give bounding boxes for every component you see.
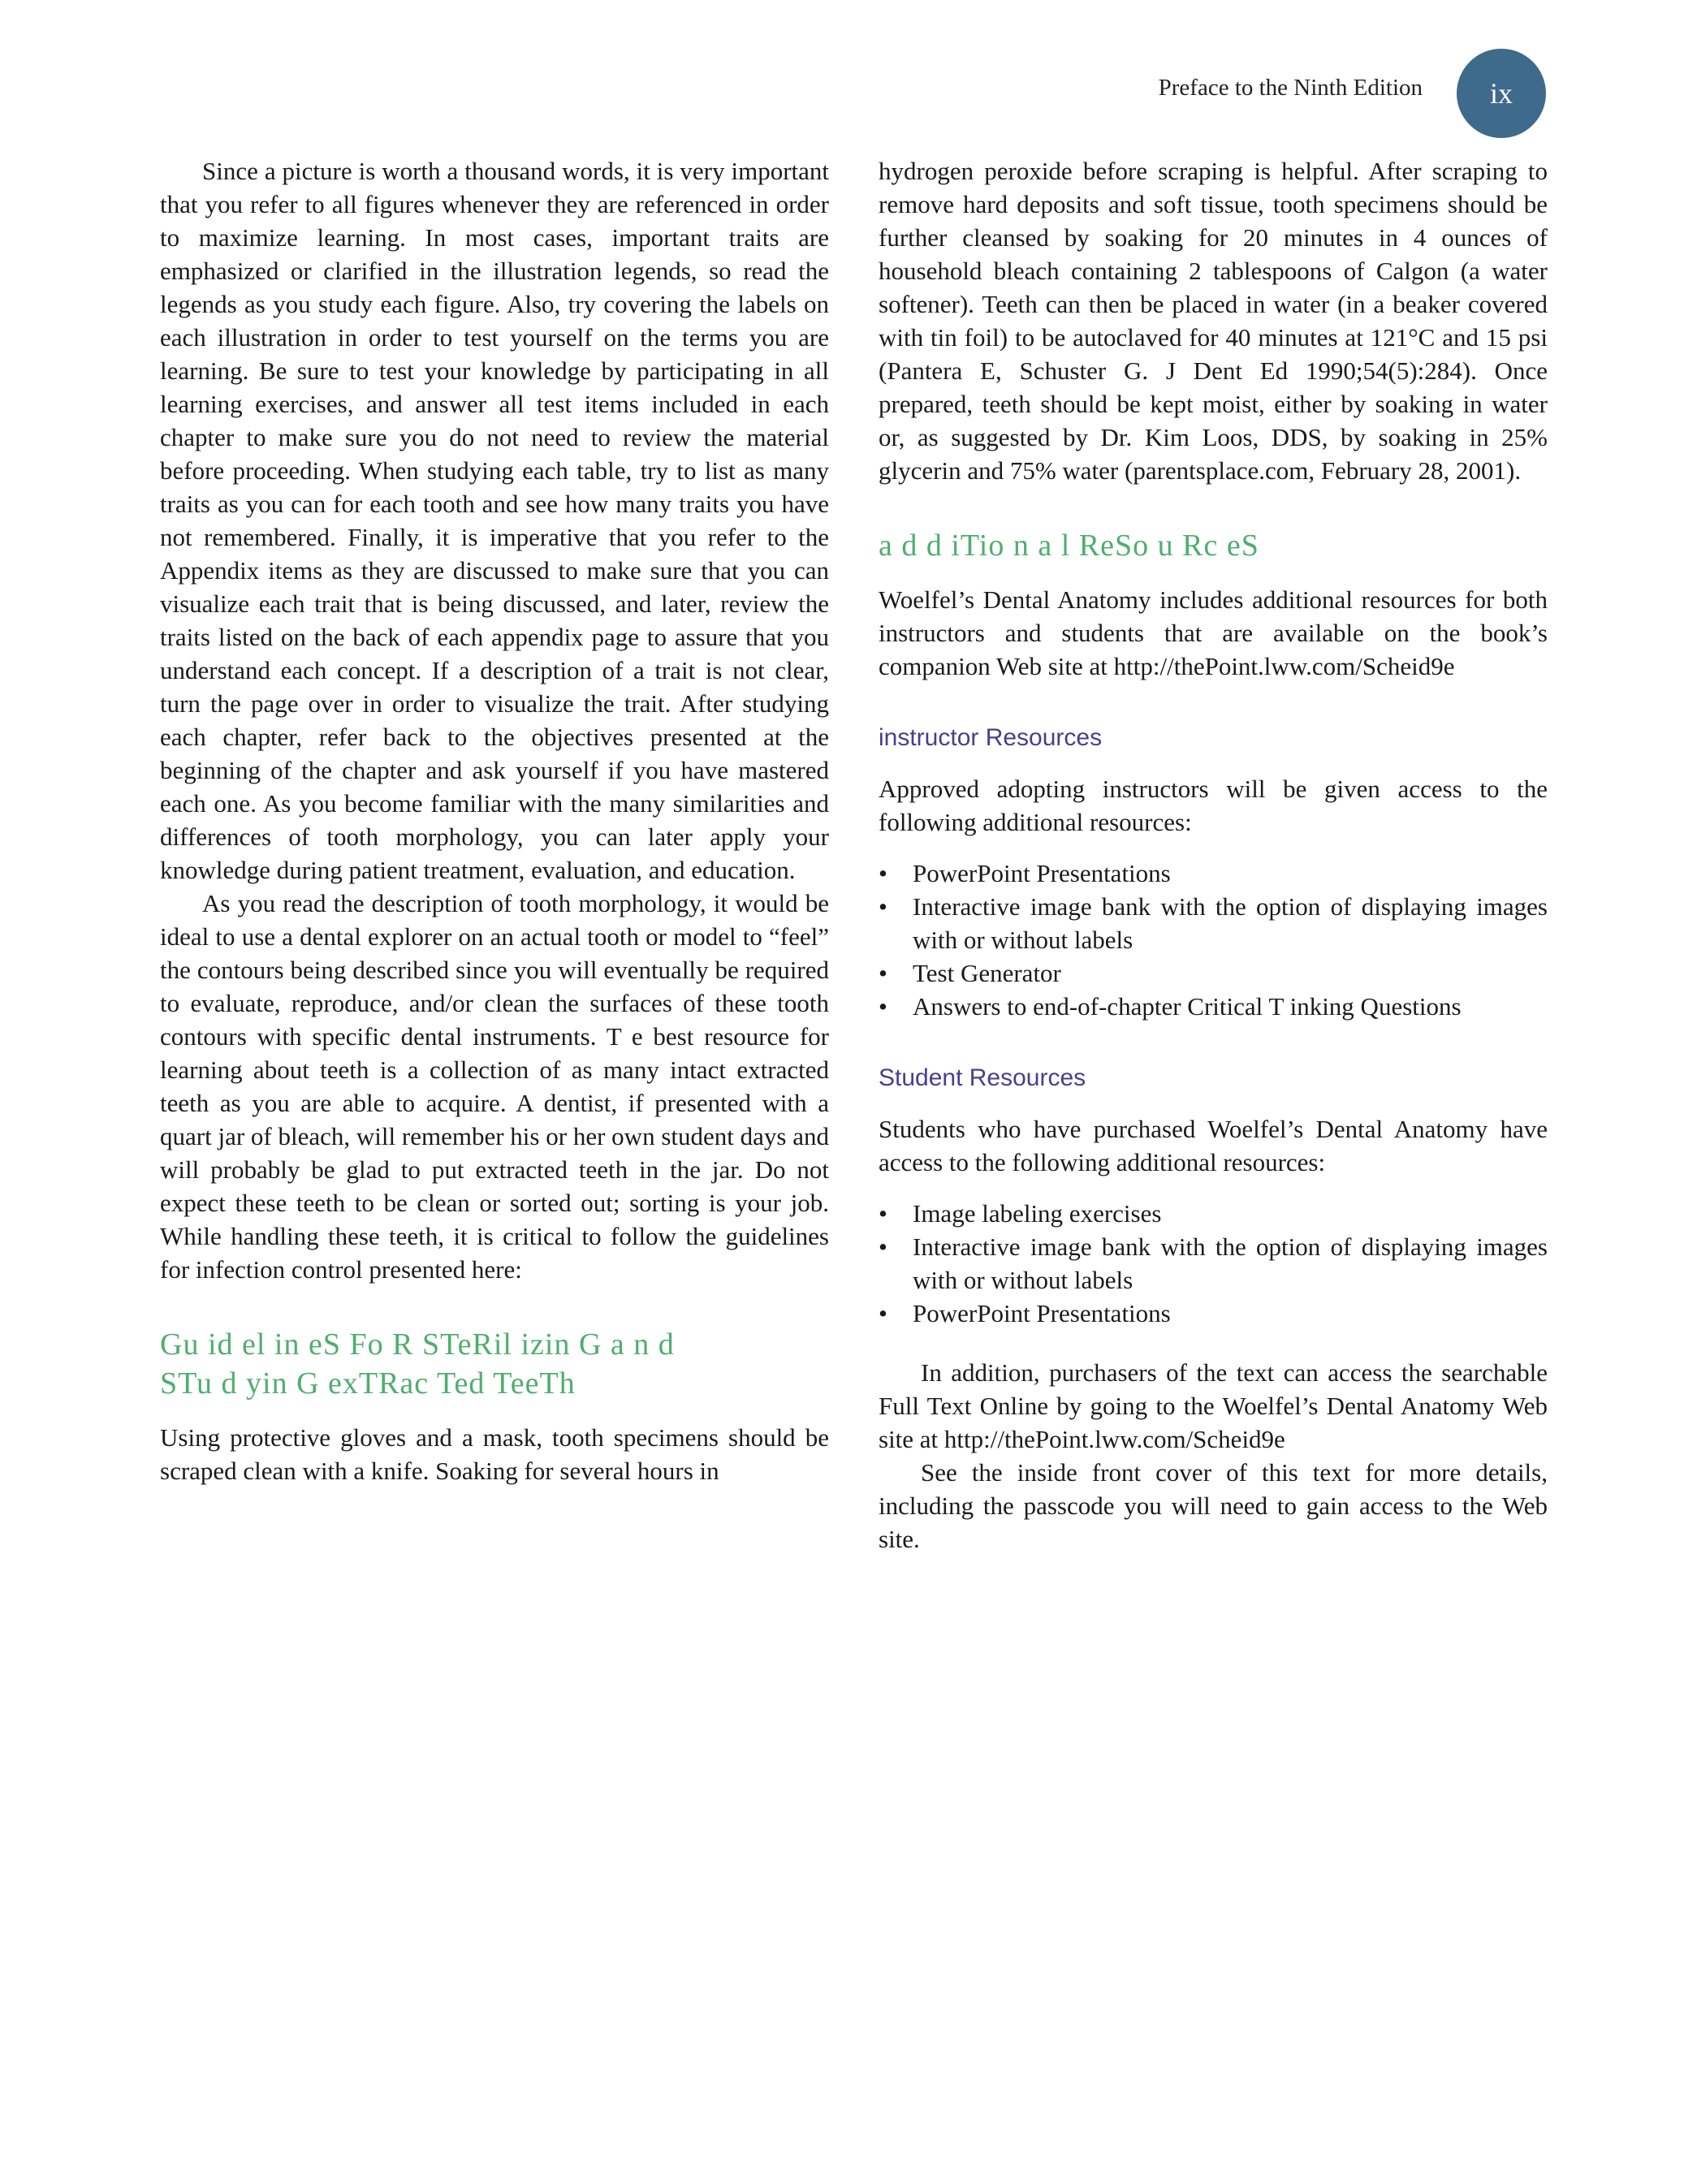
body-paragraph: hydrogen peroxide before scraping is helpful. After scraping to remove hard deposits and soft tissue, tooth specimens should be further cleansed by soaking for 20 minutes in 4 ounces of household bleach containing 2 tablespoons of Calgon (a water softener). Teeth can then be placed in water (in a beaker covered with tin foil) to be autoclaved for 40 minutes at 121°C and 15 psi (Pantera E, Schuster G. J Dent Ed 1990;54(5):284). Once prepared, teeth should be kept moist, either by soaking in water or, as suggested by Dr. Kim Loos, DDS, by soaking in 25% glycerin and 75% water (parentsplace.com, February 28, 2001). <box>879 157 1548 485</box>
bullet: • <box>879 859 887 887</box>
bullet: • <box>879 1199 887 1228</box>
body-paragraph: Woelfel’s Dental Anatomy includes additional resources for both instructors and students that are available on the book’s companion Web site at http://thePoint.lww.com/Scheid9e <box>879 585 1548 680</box>
instructor-resource-list <box>879 857 1548 1023</box>
bullet: • <box>879 1299 887 1327</box>
list-item: • Interactive image bank with the option of displaying images with or without labels <box>879 890 1548 956</box>
section-heading-sterilizing <box>160 1325 829 1403</box>
right-column <box>879 154 1548 1556</box>
body-paragraph: Approved adopting instructors will be given access to the following additional resources: <box>879 775 1548 836</box>
body-paragraph: As you read the description of tooth morphology, it would be ideal to use a dental explorer on an actual tooth or model to “feel” the contours being described since you will eventually be required to evaluate, reproduce, and/or clean the surfaces of these tooth contours with specific dental instruments. T e best resource for learning about teeth is a collection of as many intact extracted teeth as you are able to acquire. A dentist, if presented with a quart jar of bleach, will remember his or her own student days and will probably be glad to put extracted teeth in the jar. Do not expect these teeth to be clean or sorted out; sorting is your job. While handling these teeth, it is critical to follow the guidelines for infection control presented here: <box>160 889 829 1284</box>
subheading-instructor-resources: instructor Resources <box>879 724 1103 751</box>
section-heading-additional-resources: a d d iTio n a l ReSo u Rc eS <box>879 529 1259 563</box>
left-column <box>160 154 829 1487</box>
bullet: • <box>879 1232 887 1261</box>
body-paragraph: In addition, purchasers of the text can access the searchable Full Text Online by going to the Woelfel’s Dental Anatomy Web site at http://thePoint.lww.com/Scheid9e <box>879 1358 1548 1453</box>
list-item: • PowerPoint Presentations <box>879 1297 1548 1330</box>
body-paragraph: Since a picture is worth a thousand words, it is very important that you refer to all figures whenever they are referenced in order to maximize learning. In most cases, important traits are emphasized or clarified in the illustration legends, so read the legends as you study each figure. Also, try covering the labels on each illustration in order to test yourself on the terms you are learning. Be sure to test your knowledge by participating in all learning exercises, and answer all test items included in each chapter to make sure you do not need to review the material before proceeding. When studying each table, try to list as many traits as you can for each tooth and see how many traits you have not remembered. Finally, it is imperative that you refer to the Appendix items as they are discussed to make sure that you can visualize each trait that is being discussed, and later, review the traits listed on the back of each appendix page to assure that you understand each concept. If a description of a trait is not clear, turn the page over in order to visualize the trait. After studying each chapter, refer back to the objectives presented at the beginning of the chapter and ask yourself if you have mastered each one. As you become familiar with the many similarities and differences of tooth morphology, you can later apply your knowledge during patient treatment, evaluation, and education. <box>160 157 829 884</box>
page-number-badge: ix <box>1457 49 1546 138</box>
bullet: • <box>879 959 887 987</box>
running-head: Preface to the Ninth Edition <box>1158 75 1423 101</box>
body-paragraph: Using protective gloves and a mask, tooth specimens should be scraped clean with a knife. Soaking for several hours in <box>160 1423 829 1485</box>
subheading-student-resources: Student Resources <box>879 1064 1086 1091</box>
heading-line: Gu id el in eS Fo R STeRil izin G a n d <box>160 1327 675 1362</box>
body-paragraph: See the inside front cover of this text for more details, including the passcode you will need to gain access to the Web site. <box>879 1458 1548 1553</box>
list-item: • Image labeling exercises <box>879 1197 1548 1230</box>
body-paragraph: Students who have purchased Woelfel’s Dental Anatomy have access to the following additional resources: <box>879 1115 1548 1176</box>
bullet: • <box>879 992 887 1021</box>
list-item: • PowerPoint Presentations <box>879 857 1548 890</box>
heading-line: STu d yin G exTRac Ted TeeTh <box>160 1366 576 1401</box>
list-item: • Answers to end-of-chapter Critical T inking Questions <box>879 990 1548 1023</box>
list-item: • Interactive image bank with the option of displaying images with or without labels <box>879 1230 1548 1297</box>
bullet: • <box>879 892 887 921</box>
student-resource-list <box>879 1197 1548 1330</box>
list-item: • Test Generator <box>879 956 1548 990</box>
